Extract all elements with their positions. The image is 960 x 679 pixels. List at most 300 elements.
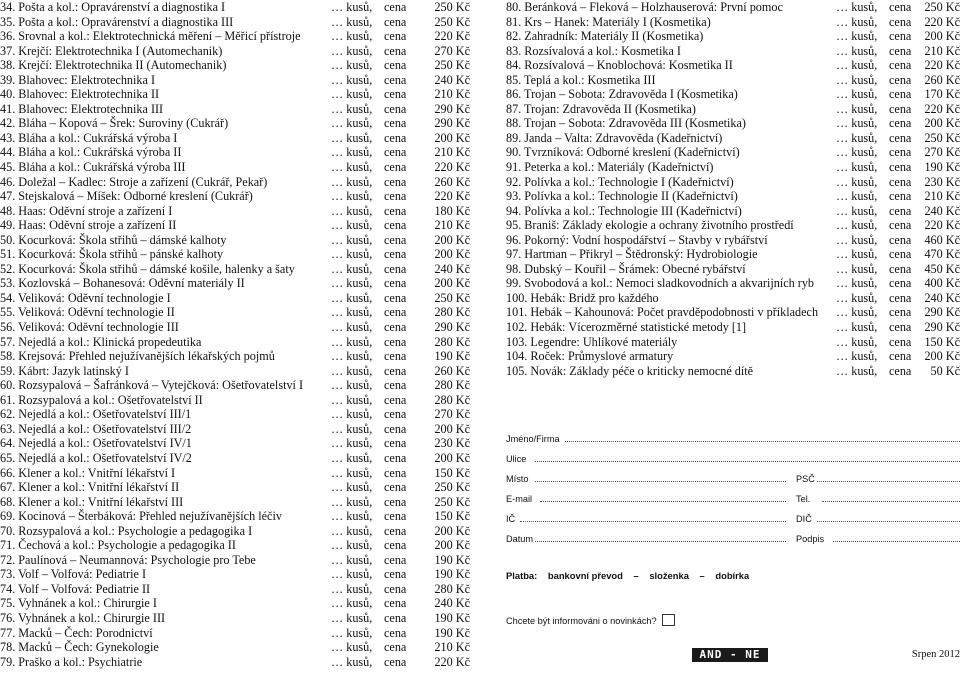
book-price: 200 Kč (434, 130, 470, 145)
quantity-field[interactable]: … kusů, (331, 247, 373, 262)
quantity-field[interactable]: … kusů, (331, 436, 373, 451)
book-title: 40. Blahovec: Elektrotechnika II (0, 87, 160, 102)
book-price: 280 Kč (434, 392, 470, 407)
quantity-field[interactable]: … kusů, (331, 87, 373, 102)
book-row (0, 73, 474, 88)
quantity-field[interactable]: … kusů, (836, 261, 878, 276)
book-row (506, 145, 960, 160)
book-row (0, 233, 474, 248)
quantity-field[interactable]: … kusů, (331, 174, 373, 189)
form-field-label: Jméno/Firma (506, 434, 560, 444)
quantity-field[interactable]: … kusů, (836, 290, 878, 305)
book-row (0, 247, 474, 262)
quantity-field[interactable]: … kusů, (836, 276, 878, 291)
price-label: cena (889, 203, 912, 218)
price-label: cena (384, 261, 407, 276)
book-price: 180 Kč (434, 203, 470, 218)
book-price: 240 Kč (434, 261, 470, 276)
book-title: 90. Tvrzníková: Odborné kreslení (Kadeřnictví) (506, 145, 740, 160)
book-row (506, 320, 960, 335)
quantity-field[interactable]: … kusů, (836, 320, 878, 335)
book-row (0, 640, 474, 655)
book-title: 88. Trojan – Sobota: Zdravověda III (Kosmetika) (506, 116, 746, 131)
book-price: 220 Kč (434, 654, 470, 669)
book-row (0, 378, 474, 393)
book-row (506, 29, 960, 44)
price-label: cena (384, 305, 407, 320)
book-price: 200 Kč (434, 450, 470, 465)
quantity-field[interactable]: … kusů, (836, 116, 878, 131)
quantity-field[interactable]: … kusů, (331, 232, 373, 247)
price-label: cena (384, 640, 407, 655)
book-title: 102. Hebák: Vícerozměrné statistické metody [1] (506, 320, 747, 335)
book-row (0, 626, 474, 641)
book-title: 36. Srovnal a kol.: Elektrotechnická měření – Měřicí přístroje (0, 29, 301, 44)
quantity-field[interactable]: … kusů, (331, 392, 373, 407)
payment-separator: – (633, 570, 639, 581)
book-title: 38. Krejčí: Elektrotechnika II (Automechanik) (0, 58, 227, 73)
book-title: 39. Blahovec: Elektrotechnika I (0, 72, 155, 87)
quantity-field[interactable]: … kusů, (331, 160, 373, 175)
book-row (0, 480, 474, 495)
book-title: 98. Dubský – Kouřil – Šrámek: Obecné rybářství (506, 261, 746, 276)
price-label: cena (384, 29, 407, 44)
book-title: 65. Nejedlá a kol.: Ošetřovatelství IV/2 (0, 450, 192, 465)
price-label: cena (889, 363, 912, 378)
quantity-field[interactable]: … kusů, (836, 334, 878, 349)
book-row (0, 189, 474, 204)
quantity-field[interactable]: … kusů, (331, 43, 373, 58)
book-price: 260 Kč (924, 72, 960, 87)
quantity-field[interactable]: … kusů, (331, 203, 373, 218)
book-title: 68. Klener a kol.: Vnitřní lékařství III (0, 494, 184, 509)
book-title: 57. Nejedlá a kol.: Klinická propedeutika (0, 334, 202, 349)
price-label: cena (384, 494, 407, 509)
price-label: cena (384, 145, 407, 160)
price-label: cena (384, 290, 407, 305)
book-row (0, 364, 474, 379)
publisher-logo: AND - NE (692, 648, 768, 662)
book-title: 94. Polívka a kol.: Technologie III (Kadeřnictví) (506, 203, 742, 218)
price-label: cena (889, 116, 912, 131)
form-field-input[interactable] (565, 441, 960, 442)
book-price: 460 Kč (924, 232, 960, 247)
book-title: 75. Vyhnánek a kol.: Chirurgie I (0, 596, 157, 611)
book-title: 64. Nejedlá a kol.: Ošetřovatelství IV/1 (0, 436, 192, 451)
price-label: cena (384, 276, 407, 291)
quantity-field[interactable]: … kusů, (836, 174, 878, 189)
quantity-field[interactable]: … kusů, (331, 320, 373, 335)
book-title: 96. Pokorný: Vodní hospodářství – Stavby v rybářství (506, 232, 768, 247)
quantity-field[interactable]: … kusů, (331, 116, 373, 131)
quantity-field[interactable]: … kusů, (836, 14, 878, 29)
quantity-field[interactable]: … kusů, (331, 305, 373, 320)
book-title: 58. Krejsová: Přehled nejužívanějších lékařských pojmů (0, 349, 275, 364)
quantity-field[interactable]: … kusů, (836, 130, 878, 145)
form-field-input[interactable] (822, 501, 960, 502)
price-label: cena (384, 392, 407, 407)
book-row (0, 58, 474, 73)
book-price: 270 Kč (924, 145, 960, 160)
quantity-field[interactable]: … kusů, (331, 596, 373, 611)
book-price: 280 Kč (434, 378, 470, 393)
payment-separator: – (699, 570, 705, 581)
price-label: cena (384, 450, 407, 465)
book-row (0, 87, 474, 102)
book-price: 220 Kč (924, 14, 960, 29)
price-label: cena (889, 189, 912, 204)
price-label: cena (384, 72, 407, 87)
book-title: 41. Blahovec: Elektrotechnika III (0, 101, 164, 116)
book-row (506, 116, 960, 131)
price-label: cena (384, 421, 407, 436)
book-title: 86. Trojan – Sobota: Zdravověda I (Kosmetika) (506, 87, 738, 102)
book-price: 190 Kč (434, 610, 470, 625)
book-title: 87. Trojan: Zdravověda II (Kosmetika) (506, 101, 696, 116)
quantity-field[interactable]: … kusů, (331, 523, 373, 538)
book-row (0, 218, 474, 233)
book-price: 200 Kč (924, 116, 960, 131)
form-field-input[interactable] (817, 521, 960, 522)
price-label: cena (384, 654, 407, 669)
book-price: 400 Kč (924, 276, 960, 291)
price-label: cena (384, 596, 407, 611)
quantity-field[interactable]: … kusů, (836, 305, 878, 320)
quantity-field[interactable]: … kusů, (331, 509, 373, 524)
quantity-field[interactable]: … kusů, (836, 160, 878, 175)
form-field-input[interactable] (535, 461, 960, 462)
book-title: 35. Pošta a kol.: Opravárenství a diagnostika III (0, 14, 234, 29)
book-row (506, 364, 960, 379)
price-label: cena (384, 43, 407, 58)
quantity-field[interactable]: … kusů, (836, 43, 878, 58)
book-row (0, 320, 474, 335)
quantity-field[interactable]: … kusů, (331, 610, 373, 625)
quantity-field[interactable]: … kusů, (836, 101, 878, 116)
price-label: cena (889, 334, 912, 349)
quantity-field[interactable]: … kusů, (331, 101, 373, 116)
quantity-field[interactable]: … kusů, (331, 581, 373, 596)
quantity-field[interactable]: … kusů, (331, 349, 373, 364)
book-row (506, 102, 960, 117)
book-title: 51. Kocurková: Škola střihů – pánské kalhoty (0, 247, 224, 262)
quantity-field[interactable]: … kusů, (331, 0, 373, 14)
book-row (0, 262, 474, 277)
book-price: 190 Kč (434, 625, 470, 640)
book-price: 200 Kč (434, 276, 470, 291)
book-row (0, 393, 474, 408)
price-label: cena (384, 363, 407, 378)
payment-option-postal-order[interactable]: složenka (649, 570, 689, 581)
book-title: 34. Pošta a kol.: Opravárenství a diagnostika I (0, 0, 226, 14)
book-price: 240 Kč (434, 72, 470, 87)
book-row (506, 247, 960, 262)
price-label: cena (384, 0, 407, 14)
form-row (506, 452, 960, 466)
book-row (0, 451, 474, 466)
quantity-field[interactable]: … kusů, (331, 480, 373, 495)
book-title: 73. Volf – Volfová: Pediatrie I (0, 567, 147, 582)
form-row (506, 472, 960, 486)
book-title: 78. Macků – Čech: Gynekologie (0, 640, 159, 655)
book-price: 240 Kč (434, 596, 470, 611)
quantity-field[interactable]: … kusů, (836, 349, 878, 364)
book-title: 70. Rozsypalová a kol.: Psychologie a pedagogika I (0, 523, 253, 538)
price-label: cena (384, 218, 407, 233)
book-title: 69. Kocinová – Šterbáková: Přehled nejužívanějších léčiv (0, 509, 282, 524)
book-row (506, 175, 960, 190)
book-price: 150 Kč (434, 465, 470, 480)
book-row (506, 0, 960, 15)
book-title: 67. Klener a kol.: Vnitřní lékařství II (0, 480, 180, 495)
book-price: 290 Kč (434, 116, 470, 131)
book-price: 190 Kč (434, 567, 470, 582)
price-label: cena (889, 290, 912, 305)
book-row (0, 466, 474, 481)
book-row (0, 582, 474, 597)
price-label: cena (889, 43, 912, 58)
newsletter-checkbox[interactable] (662, 614, 675, 626)
payment-option-cash-on-delivery[interactable]: dobírka (715, 570, 750, 581)
book-title: 44. Bláha a kol.: Cukrářská výroba II (0, 145, 182, 160)
form-field-label: Datum (506, 534, 534, 544)
book-title: 50. Kocurková: Škola střihů – dámské kalhoty (0, 232, 227, 247)
book-title: 91. Peterka a kol.: Materiály (Kadeřnictví) (506, 160, 714, 175)
quantity-field[interactable]: … kusů, (331, 625, 373, 640)
price-label: cena (384, 160, 407, 175)
book-price: 220 Kč (924, 58, 960, 73)
book-price: 210 Kč (434, 87, 470, 102)
quantity-field[interactable]: … kusů, (331, 538, 373, 553)
payment-option-bank-transfer[interactable]: bankovní převod (547, 570, 623, 581)
quantity-field[interactable]: … kusů, (836, 58, 878, 73)
book-price: 200 Kč (434, 247, 470, 262)
quantity-field[interactable]: … kusů, (331, 130, 373, 145)
book-row (0, 291, 474, 306)
book-price: 200 Kč (434, 523, 470, 538)
quantity-field[interactable]: … kusů, (836, 0, 878, 14)
quantity-field[interactable]: … kusů, (331, 552, 373, 567)
book-title: 63. Nejedlá a kol.: Ošetřovatelství III/2 (0, 421, 192, 436)
book-row (506, 204, 960, 219)
payment-label: Platba: (506, 570, 538, 581)
book-row (506, 160, 960, 175)
price-label: cena (384, 203, 407, 218)
book-row (506, 44, 960, 59)
quantity-field[interactable]: … kusů, (331, 72, 373, 87)
quantity-field[interactable]: … kusů, (836, 29, 878, 44)
quantity-field[interactable]: … kusů, (331, 363, 373, 378)
book-row (0, 567, 474, 582)
book-title: 99. Svobodová a kol.: Nemoci sladkovodních a akvarijních ryb (506, 276, 815, 291)
form-field-label: E-mail (506, 494, 533, 504)
price-label: cena (889, 87, 912, 102)
book-row (0, 524, 474, 539)
form-row (506, 432, 960, 446)
price-label: cena (384, 87, 407, 102)
quantity-field[interactable]: … kusů, (331, 218, 373, 233)
book-row (0, 44, 474, 59)
book-row (506, 335, 960, 350)
price-label: cena (889, 145, 912, 160)
quantity-field[interactable]: … kusů, (331, 494, 373, 509)
quantity-field[interactable]: … kusů, (331, 421, 373, 436)
quantity-field[interactable]: … kusů, (331, 261, 373, 276)
book-row (0, 538, 474, 553)
book-title: 66. Klener a kol.: Vnitřní lékařství I (0, 465, 176, 480)
book-title: 77. Macků – Čech: Porodnictví (0, 625, 153, 640)
quantity-field[interactable]: … kusů, (331, 145, 373, 160)
price-label: cena (889, 247, 912, 262)
book-title: 71. Čechová a kol.: Psychologie a pedagogika II (0, 538, 236, 553)
book-price: 290 Kč (924, 305, 960, 320)
quantity-field[interactable]: … kusů, (331, 567, 373, 582)
price-label: cena (384, 378, 407, 393)
price-label: cena (384, 552, 407, 567)
book-price: 280 Kč (434, 334, 470, 349)
quantity-field[interactable]: … kusů, (331, 378, 373, 393)
book-title: 72. Paulínová – Neumannová: Psychologie pro Tebe (0, 552, 256, 567)
price-label: cena (889, 101, 912, 116)
book-price: 150 Kč (434, 509, 470, 524)
book-row (0, 276, 474, 291)
book-row (506, 58, 960, 73)
quantity-field[interactable]: … kusů, (836, 247, 878, 262)
book-row (506, 87, 960, 102)
book-row (0, 335, 474, 350)
book-price: 250 Kč (434, 494, 470, 509)
book-price: 250 Kč (434, 58, 470, 73)
quantity-field[interactable]: … kusů, (331, 189, 373, 204)
quantity-field[interactable]: … kusů, (836, 145, 878, 160)
book-title: 84. Rozsívalová – Knoblochová: Kosmetika II (506, 58, 733, 73)
book-row (506, 262, 960, 277)
catalog-date: Srpen 2012 (911, 649, 960, 660)
quantity-field[interactable]: … kusů, (836, 72, 878, 87)
book-price: 250 Kč (434, 14, 470, 29)
form-field-label: Tel. (796, 494, 811, 504)
price-label: cena (384, 334, 407, 349)
quantity-field[interactable]: … kusů, (331, 14, 373, 29)
book-row (0, 29, 474, 44)
book-price: 260 Kč (434, 174, 470, 189)
book-price: 220 Kč (924, 101, 960, 116)
price-label: cena (889, 218, 912, 233)
book-title: 74. Volf – Volfová: Pediatrie II (0, 581, 151, 596)
book-title: 81. Krs – Hanek: Materiály I (Kosmetika) (506, 14, 711, 29)
form-field-input[interactable] (817, 481, 960, 482)
book-row (0, 422, 474, 437)
quantity-field[interactable]: … kusů, (331, 407, 373, 422)
book-title: 80. Beránková – Fleková – Holzhauserová: První pomoc (506, 0, 783, 14)
quantity-field[interactable]: … kusů, (331, 276, 373, 291)
form-field-input[interactable] (535, 541, 786, 542)
book-title: 46. Doležal – Kadlec: Stroje a zařízení (Cukrář, Pekař) (0, 174, 268, 189)
book-row (506, 305, 960, 320)
price-label: cena (889, 72, 912, 87)
form-field-input[interactable] (520, 521, 786, 522)
book-title: 79. Praško a kol.: Psychiatrie (0, 654, 143, 669)
book-price: 200 Kč (924, 29, 960, 44)
price-label: cena (384, 581, 407, 596)
book-row (506, 189, 960, 204)
form-field-input[interactable] (540, 501, 786, 502)
book-row (506, 73, 960, 88)
price-list-right-column (506, 0, 960, 378)
price-label: cena (384, 14, 407, 29)
quantity-field[interactable]: … kusů, (331, 654, 373, 669)
book-price: 210 Kč (924, 189, 960, 204)
price-label: cena (384, 465, 407, 480)
quantity-field[interactable]: … kusů, (836, 218, 878, 233)
book-row (0, 436, 474, 451)
book-row (506, 218, 960, 233)
book-price: 220 Kč (434, 160, 470, 175)
quantity-field[interactable]: … kusů, (836, 203, 878, 218)
book-title: 82. Zahradník: Materiály II (Kosmetika) (506, 29, 704, 44)
form-field-input[interactable] (535, 481, 786, 482)
book-row (506, 349, 960, 364)
book-price: 270 Kč (434, 43, 470, 58)
book-title: 49. Haas: Oděvní stroje a zařízení II (0, 218, 177, 233)
quantity-field[interactable]: … kusů, (836, 87, 878, 102)
quantity-field[interactable]: … kusů, (331, 29, 373, 44)
quantity-field[interactable]: … kusů, (331, 58, 373, 73)
book-title: 45. Bláha a kol.: Cukrářská výroba III (0, 160, 186, 175)
form-field-label: Podpis (796, 534, 825, 544)
quantity-field[interactable]: … kusů, (331, 450, 373, 465)
book-row (0, 175, 474, 190)
book-title: 53. Kozlovská – Bohanesová: Oděvní materiály II (0, 276, 245, 291)
price-label: cena (384, 58, 407, 73)
book-title: 89. Janda – Valta: Zdravověda (Kadeřnictví) (506, 130, 723, 145)
book-price: 250 Kč (434, 290, 470, 305)
book-price: 470 Kč (924, 247, 960, 262)
book-price: 150 Kč (924, 334, 960, 349)
form-field-label: DIČ (796, 514, 812, 524)
price-label: cena (889, 276, 912, 291)
price-label: cena (384, 247, 407, 262)
book-title: 101. Hebák – Kahounová: Počet pravděpodobnosti v příkladech (506, 305, 819, 320)
quantity-field[interactable]: … kusů, (836, 189, 878, 204)
form-row (506, 512, 960, 526)
book-row (506, 131, 960, 146)
book-title: 100. Hebák: Bridž pro každého (506, 290, 659, 305)
price-label: cena (384, 130, 407, 145)
price-label: cena (384, 567, 407, 582)
quantity-field[interactable]: … kusů, (331, 640, 373, 655)
form-field-label: Místo (506, 474, 529, 484)
quantity-field[interactable]: … kusů, (331, 465, 373, 480)
form-field-input[interactable] (833, 541, 960, 542)
book-row (0, 131, 474, 146)
book-title: 54. Veliková: Oděvní technologie I (0, 290, 171, 305)
book-price: 200 Kč (434, 538, 470, 553)
book-price: 190 Kč (924, 160, 960, 175)
book-row (506, 291, 960, 306)
book-row (0, 0, 474, 15)
book-price: 290 Kč (434, 101, 470, 116)
book-price: 230 Kč (924, 174, 960, 189)
book-row (0, 102, 474, 117)
quantity-field[interactable]: … kusů, (331, 290, 373, 305)
book-price: 280 Kč (434, 581, 470, 596)
price-label: cena (384, 174, 407, 189)
quantity-field[interactable]: … kusů, (836, 232, 878, 247)
quantity-field[interactable]: … kusů, (836, 363, 878, 378)
book-price: 200 Kč (924, 349, 960, 364)
quantity-field[interactable]: … kusů, (331, 334, 373, 349)
